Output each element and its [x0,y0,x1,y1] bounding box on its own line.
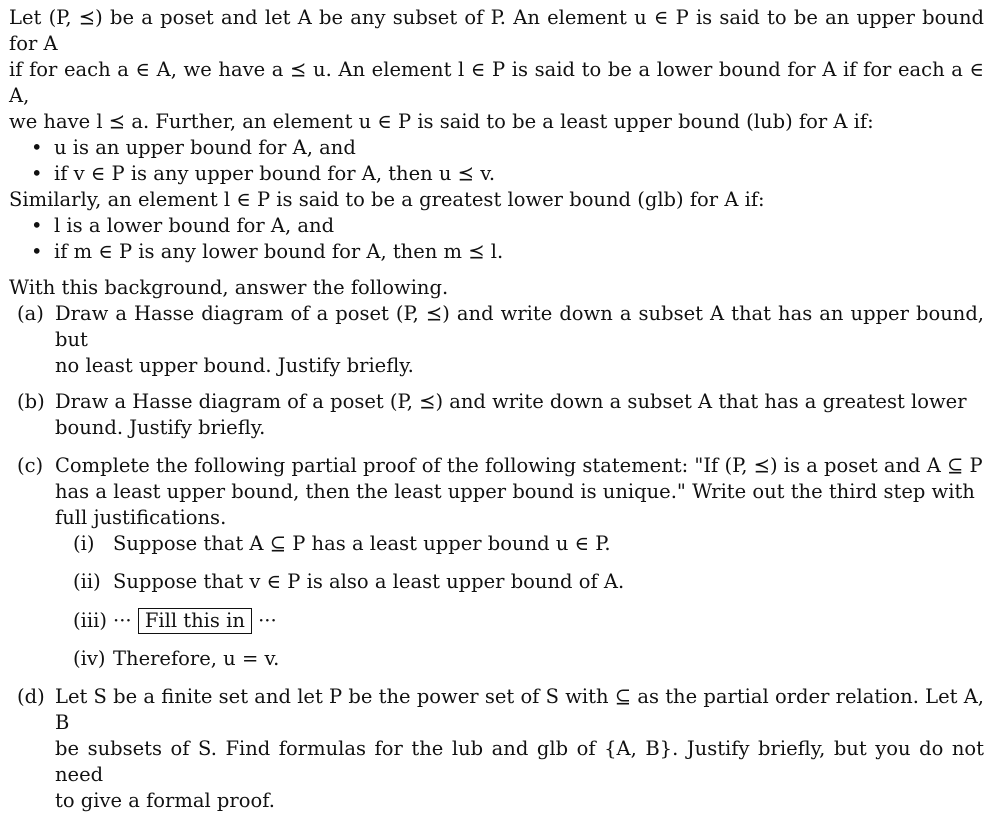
step-label: (iii) [73,609,107,632]
glb-bullet-text: l is a lower bound for A, and [54,214,335,237]
part-c-line-2: has a least upper bound, then the least upper bound is unique." Write out the third step with [55,480,975,503]
part-c [9,453,984,531]
bullet-icon: • [31,136,43,159]
part-c-line-3: full justifications. [55,506,227,529]
part-b-line-2: bound. Justify briefly. [55,416,266,439]
part-label: (b) [17,390,45,413]
part-a-line-2: no least upper bound. Justify briefly. [55,354,414,377]
step-label: (i) [73,532,95,555]
part-label: (c) [17,454,44,477]
step-ellipsis-left: ··· [113,609,132,632]
part-a-line-1: Draw a Hasse diagram of a poset (P, ⪯) and write down a subset A that has an upper bound, but [55,302,984,351]
bullet-icon: • [31,162,43,185]
proof-step-iii [9,608,984,634]
part-c-line-1: Complete the following partial proof of the following statement: "If (P, ⪯) is a poset and A ⊆ P [55,454,983,477]
intro-line-2: if for each a ∈ A, we have a ⪯ u. An element l ∈ P is said to be a lower bound for A if for each a ∈ A, [9,58,984,107]
step-label: (ii) [73,570,101,593]
intro-line-1: Let (P, ⪯) be a poset and let A be any subset of P. An element u ∈ P is said to be an upper bound for A [9,6,984,55]
proof-step-iv [9,646,984,672]
step-ellipsis-right: ··· [258,609,277,632]
lub-bullet-1 [31,135,984,161]
step-text: Suppose that A ⊆ P has a least upper bound u ∈ P. [113,532,611,555]
part-d-line-1: Let S be a finite set and let P be the power set of S with ⊆ as the partial order relation. Let A, B [55,685,984,734]
with-background-line: With this background, answer the following. [9,276,449,299]
fill-this-in-box: Fill this in [138,608,252,634]
lub-bullet-text: if v ∈ P is any upper bound for A, then u ⪯ v. [54,162,496,185]
intro-line-3: we have l ⪯ a. Further, an element u ∈ P is said to be a least upper bound (lub) for A if: [9,110,874,133]
proof-step-i [9,531,984,557]
part-b-line-1: Draw a Hasse diagram of a poset (P, ⪯) and write down a subset A that has a greatest lower [55,390,967,413]
part-d-line-3: to give a formal proof. [55,789,275,812]
glb-bullet-2 [31,239,984,265]
part-a [9,301,984,379]
bullet-icon: • [31,214,43,237]
step-text: Therefore, u = v. [113,647,280,670]
lub-bullet-2 [31,161,984,187]
step-label: (iv) [73,647,106,670]
glb-intro: Similarly, an element l ∈ P is said to be a greatest lower bound (glb) for A if: [9,188,765,211]
glb-bullet-text: if m ∈ P is any lower bound for A, then m ⪯ l. [54,240,504,263]
part-d-line-2: be subsets of S. Find formulas for the lub and glb of {A, B}. Justify briefly, but you do not need [55,737,984,786]
proof-step-ii [9,569,984,595]
part-d [9,684,984,814]
part-label: (a) [17,302,44,325]
glb-bullet-1 [31,213,984,239]
step-text: Suppose that v ∈ P is also a least upper bound of A. [113,570,625,593]
part-label: (d) [17,685,45,708]
lub-bullet-text: u is an upper bound for A, and [54,136,356,159]
part-b [9,389,984,441]
bullet-icon: • [31,240,43,263]
